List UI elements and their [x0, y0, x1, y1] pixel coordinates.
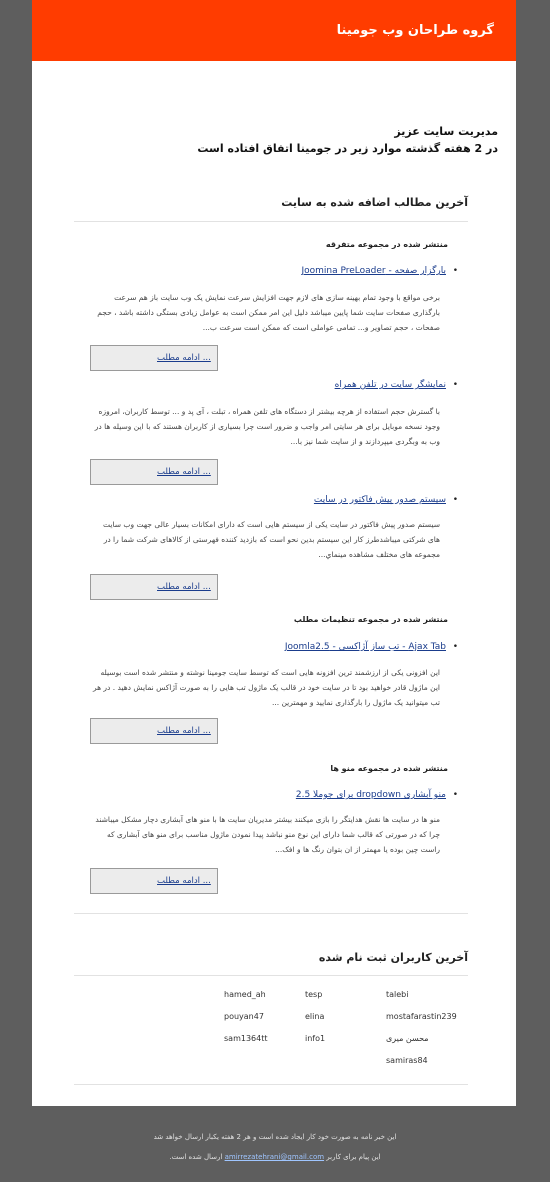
divider [74, 975, 468, 976]
category-label: منتشر شده در مجموعه منو ها [330, 764, 448, 773]
username: sam1364tt [224, 1034, 268, 1043]
category-label: منتشر شده در مجموعه متفرقه [325, 240, 448, 249]
post-title-link[interactable]: • بارگزار صفحه - Joomina PreLoader [301, 266, 458, 276]
post-excerpt: با گسترش حجم استفاده از هرچه بیشتر از دستگاه های تلفن همراه ، تبلت ، آی پد و ... توسط کاربران، امروزه وجود نسخه موبایل برای هر سایتی امر واجب و ضرور است چرا بسیاری از کاربران هستند که با این وسیله ها در وب به وبگردی میپردازند و از سایت شما نیز با... [94, 407, 440, 446]
bullet-icon: • [452, 266, 458, 276]
username: info1 [305, 1034, 326, 1043]
greeting-line-2: در 2 هفته گذشته موارد زیر در جومینا اتفاق افتاده است [197, 142, 498, 155]
divider [74, 913, 468, 914]
post-excerpt: این افزونی یکی از ارزشمند ترین افزونه هایی است که توسط سایت جومینا نوشته و منتشر شده است بوسیله این ماژول قادر خواهید بود تا در سایت خود در قالب یک ماژول تب هایی را به صورت آژاکس نمایش دهید . در هر تب میتوانید یک ماژول را بارگذاری نمایید و مهمترین ... [92, 668, 440, 707]
bullet-icon: • [452, 642, 458, 652]
footer-line-2: این پیام برای کاربر amirrezatehrani@gmail.com ارسال شده است. [169, 1153, 381, 1161]
username: pouyan47 [224, 1012, 264, 1021]
read-more-button[interactable]: ادامه مطلب ... [90, 459, 218, 485]
bullet-icon: • [452, 495, 458, 505]
post-excerpt: برخی مواقع با وجود تمام بهینه سازی های لازم جهت افزایش سرعت نمایش یک وب سایت باز هم سرعت بارگذاری صفحات سایت شما پایین میباشد دلیل این امر ممکن است به عوامل زیادی بستگی داشته باشد ، حجم صفحات ، حجم تصاویر و... تمامی عواملی است که ممکن است سرعت ب... [97, 293, 440, 332]
read-more-button[interactable]: ادامه مطلب ... [90, 718, 218, 744]
username: samiras84 [386, 1056, 428, 1065]
post-title-link[interactable]: • Ajax Tab - تب ساز آژاکسی - Joomla2.5 [284, 642, 458, 652]
username: hamed_ah [224, 990, 266, 999]
bullet-icon: • [452, 380, 458, 390]
latest-users-heading: آخرین کاربران ثبت نام شده [318, 951, 468, 964]
post-title-link[interactable]: • منو آبشاری dropdown برای جوملا 2.5 [295, 790, 458, 800]
greeting [197, 123, 498, 157]
username: محسن میری [386, 1034, 429, 1043]
divider [74, 221, 468, 222]
bullet-icon: • [452, 790, 458, 800]
post-title-link[interactable]: • سیستم صدور پیش فاکتور در سایت [313, 495, 458, 505]
category-label: منتشر شده در مجموعه تنظیمات مطلب [293, 615, 448, 624]
newsletter-card [32, 0, 516, 1106]
greeting-line-1: مدیریت سایت عزیز [394, 125, 498, 138]
footer-line-1: این خبر نامه به صورت خود کار ایجاد شده است و هر 2 هفته یکبار ارسال خواهد شد [153, 1133, 397, 1141]
latest-posts-heading: آخرین مطالب اضافه شده به سایت [281, 196, 468, 209]
username: talebi [386, 990, 409, 999]
read-more-button[interactable]: ادامه مطلب ... [90, 868, 218, 894]
post-excerpt: منو ها در سایت ها نقش هدایتگر را بازی میکنند بیشتر مدیریان سایت ها با منو های آبشاری دچار مشکل میباشند چرا که در صورتی که قالب شما دارای این نوع منو نباشد پیدا نمودن ماژول مناسب برای منو های آبشاری که راست چین بوده یا مهمتر از ان بتوان رنگ ها و افک... [95, 815, 440, 854]
username: tesp [305, 990, 323, 999]
site-title: گروه طراحان وب جومینا [336, 23, 494, 38]
post-title-link[interactable]: • نمایشگر سایت در تلفن همراه [334, 380, 458, 390]
username: elina [305, 1012, 325, 1021]
divider [74, 1084, 468, 1085]
username: mostafarastin239 [386, 1012, 457, 1021]
recipient-email-link[interactable]: amirrezatehrani@gmail.com [224, 1153, 325, 1161]
read-more-button[interactable]: ادامه مطلب ... [90, 345, 218, 371]
post-excerpt: سیستم صدور پیش فاکتور در سایت یکی از سیستم هایی است که دارای امکانات بسیار عالی جهت وب سایت های شرکتی میباشدطرز کار این سیستم بدین نحو است که بازدید کننده فهرستی از کالاهای شرکت شما را در مجموعه های مختلف مشاهده مینماي... [103, 520, 440, 559]
read-more-button[interactable]: ادامه مطلب ... [90, 574, 218, 600]
newsletter-header [32, 0, 516, 61]
